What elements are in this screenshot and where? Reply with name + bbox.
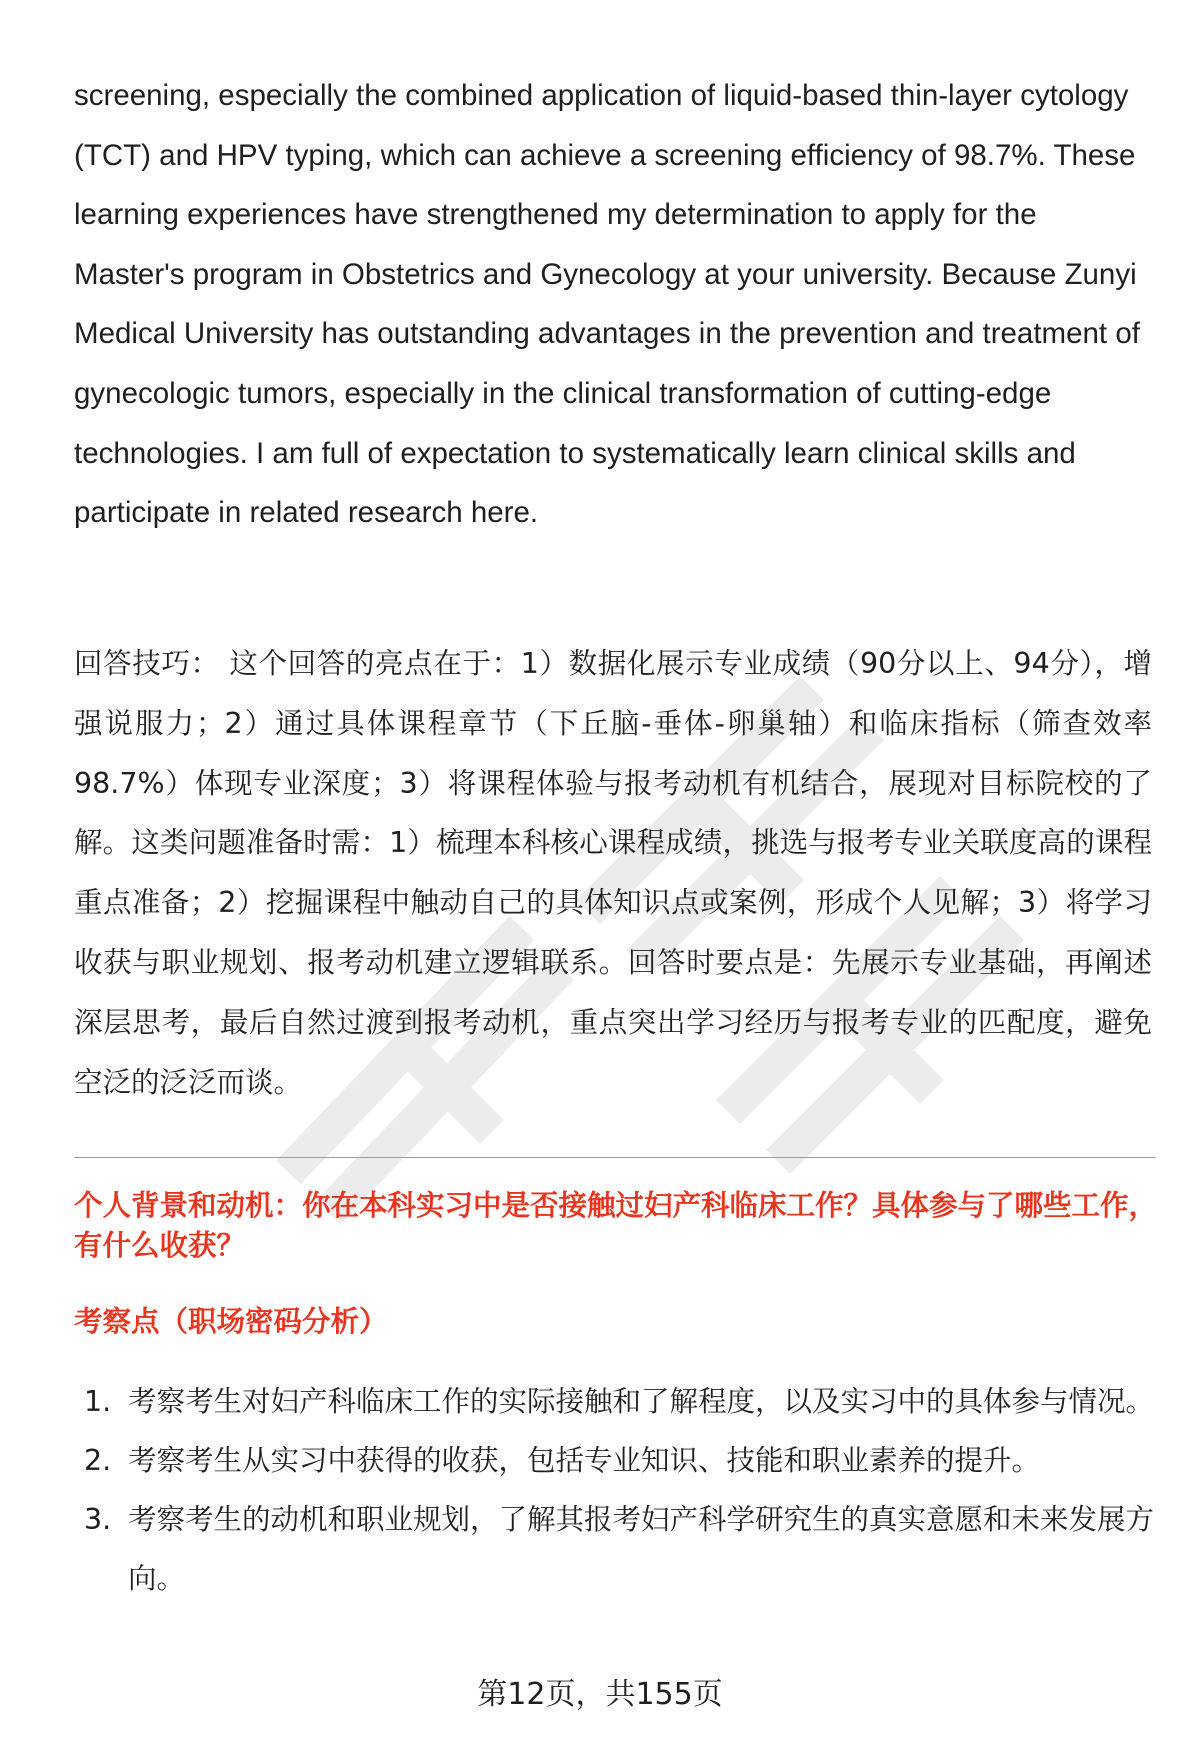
english-paragraph: screening, especially the combined application of liquid-based thin-layer cytology (TCT) and HPV typing, which can achieve a screening efficiency of 98.7%. These learning experiences have strengthened my determination to apply for the Master's program in Obstetrics and Gynecology at your university. Because Zunyi Medical University has outstanding advantages in the prevention and treatment of gynecologic tumors, especially in the clinical transformation of cutting-edge technologies. I am full of expectation to systematically learn clinical skills and participate in related research here. [74, 79, 1140, 530]
question-heading: 个人背景和动机：你在本科实习中是否接触过妇产科临床工作？具体参与了哪些工作，有什么收获？ [74, 1189, 1158, 1262]
section-divider [74, 1157, 1156, 1158]
list-item-text: 考察考生的动机和职业规划，了解其报考妇产科学研究生的真实意愿和未来发展方向。 [128, 1503, 1155, 1595]
list-item-number: 2. [84, 1444, 112, 1477]
list-item-text: 考察考生对妇产科临床工作的实际接触和了解程度，以及实习中的具体参与情况。 [128, 1385, 1155, 1418]
list-item [74, 1431, 1159, 1490]
list-item [74, 1490, 1159, 1608]
page-number-footer: 第12页，共155页 [477, 1677, 723, 1712]
assessment-points-title: 考察点（职场密码分析） [74, 1305, 388, 1338]
answer-tips-paragraph: 回答技巧： 这个回答的亮点在于：1）数据化展示专业成绩（90分以上、94分），增强说服力；2）通过具体课程章节（下丘脑-垂体-卵巢轴）和临床指标（筛查效率98.7%）体现专业深度；3）将课程体验与报考动机有机结合，展现对目标院校的了解。这类问题准备时需：1）梳理本科核心课程成绩，挑选与报考专业关联度高的课程重点准备；2）挖掘课程中触动自己的具体知识点或案例，形成个人见解；3）将学习收获与职业规划、报考动机建立逻辑联系。回答时要点是：先展示专业基础，再阐述深层思考，最后自然过渡到报考动机，重点突出学习经历与报考专业的匹配度，避免空泛的泛泛而谈。 [74, 647, 1152, 1099]
list-item-number: 1. [84, 1385, 112, 1418]
assessment-points-list [74, 1372, 1159, 1608]
list-item-text: 考察考生从实习中获得的收获，包括专业知识、技能和职业素养的提升。 [128, 1444, 1041, 1477]
list-item-number: 3. [84, 1503, 112, 1536]
list-item [74, 1372, 1159, 1431]
